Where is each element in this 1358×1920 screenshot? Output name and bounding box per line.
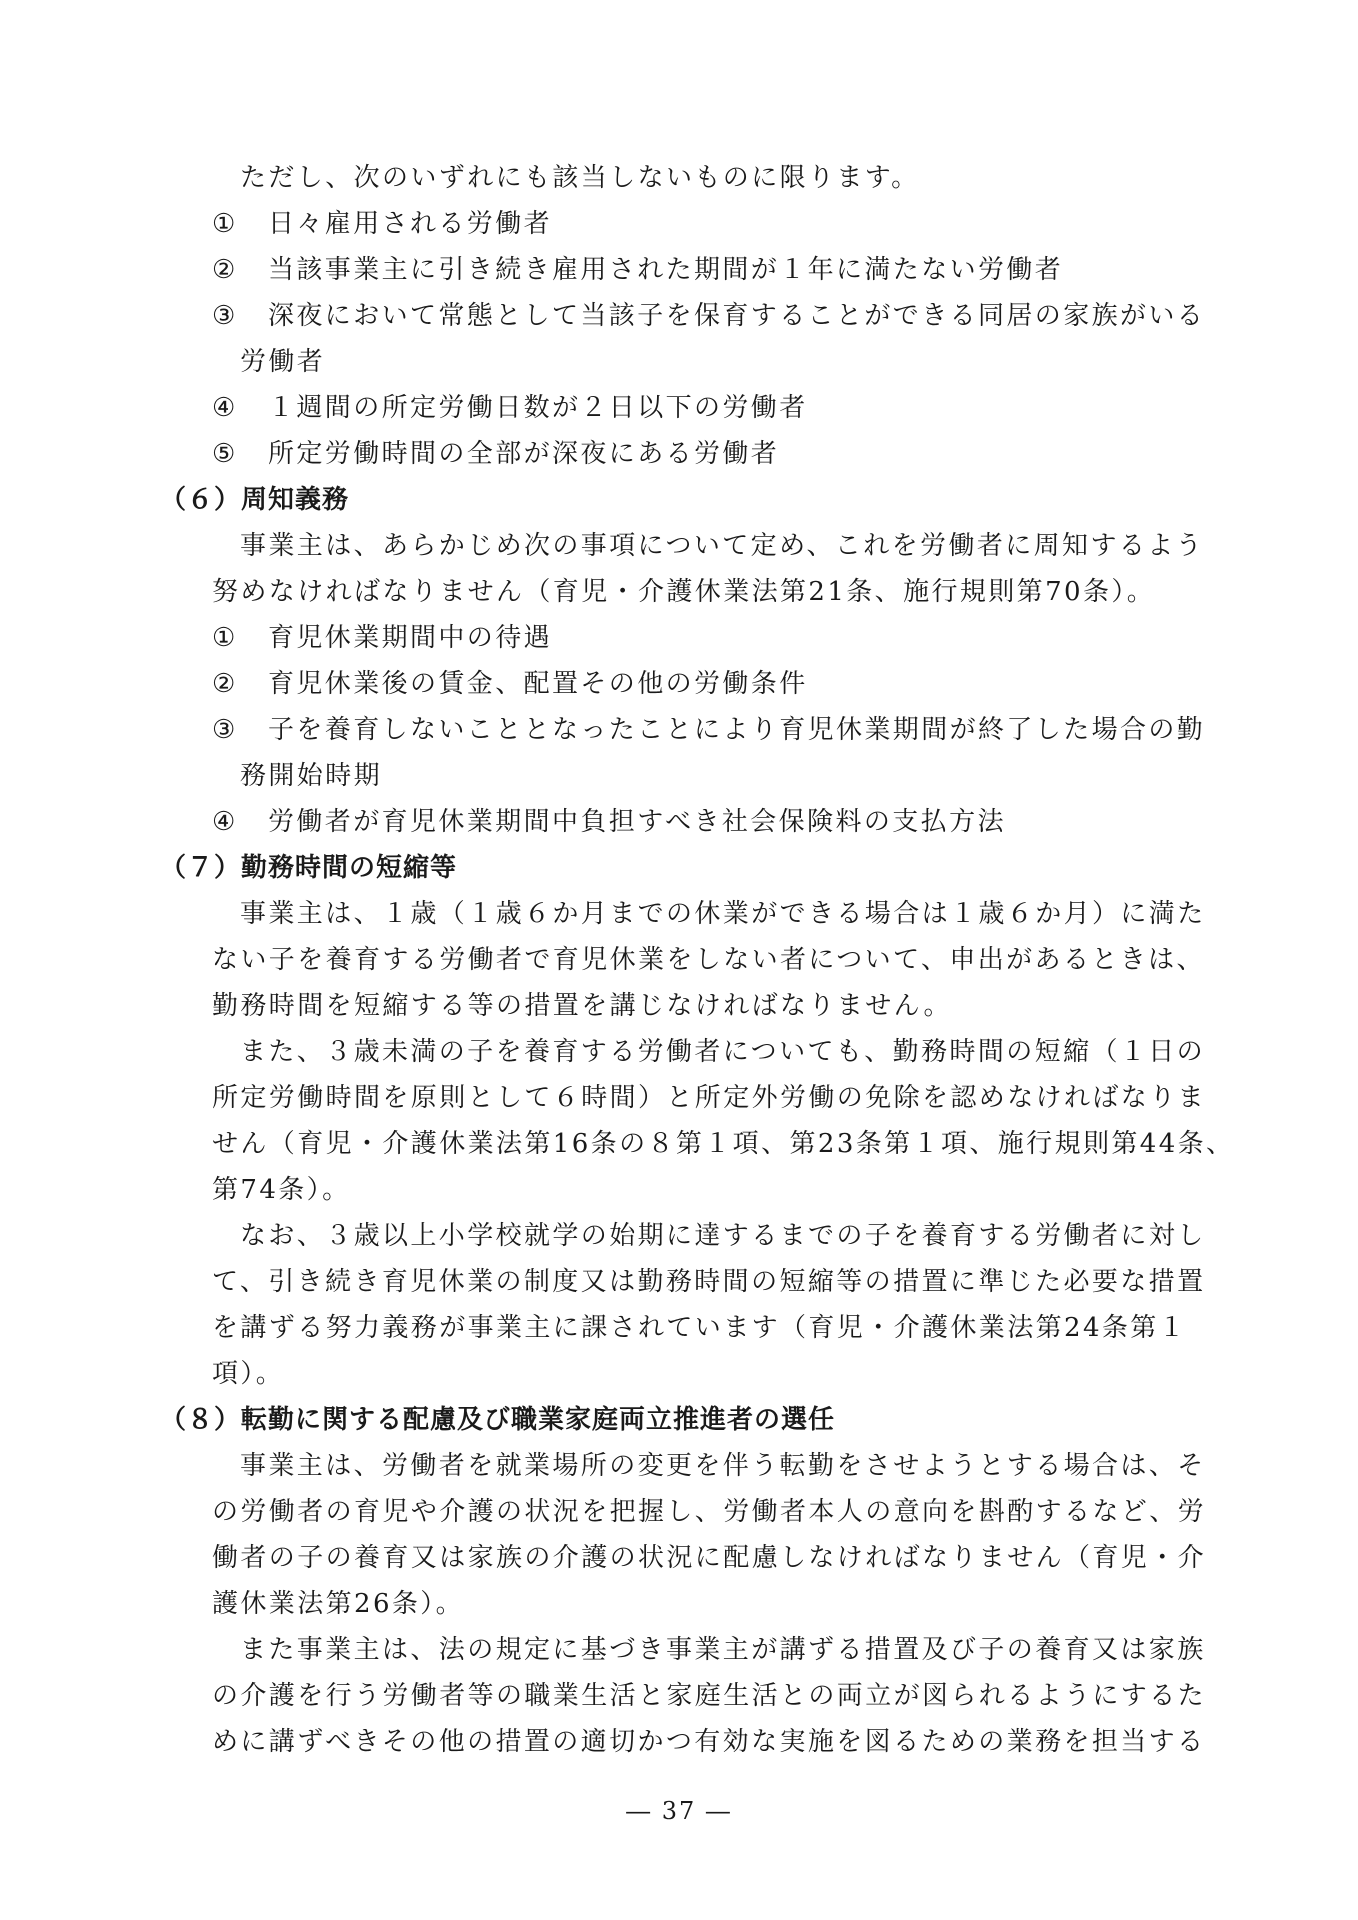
- item-text: 育児休業後の賃金、配置その他の労働条件: [268, 669, 808, 699]
- section-6-heading: （６）周知義務: [160, 485, 350, 515]
- section-7-paragraph-2-line: 第74条）。: [212, 1175, 351, 1205]
- item-marker: ①: [212, 623, 238, 653]
- exclusion-item-2: [212, 252, 1063, 288]
- section-7-paragraph-3-line: 項）。: [212, 1359, 285, 1389]
- section-6-item-1: [212, 620, 552, 656]
- item-marker: ④: [212, 807, 238, 837]
- item-text: 所定労働時間の全部が深夜にある労働者: [268, 439, 780, 469]
- item-marker: ②: [212, 255, 238, 285]
- section-8-paragraph-1-line: 護休業法第26条）。: [212, 1589, 465, 1619]
- item-text: 子を養育しないこととなったことにより育児休業期間が終了した場合の勤: [268, 715, 1206, 745]
- item-text: １週間の所定労働日数が２日以下の労働者: [268, 393, 808, 423]
- page-number: ― 37 ―: [626, 1797, 732, 1825]
- exclusion-item-3-continuation: 労働者: [240, 347, 326, 377]
- item-text: 日々雇用される労働者: [268, 209, 553, 239]
- item-marker: ③: [212, 301, 238, 331]
- section-8-heading: （８）転勤に関する配慮及び職業家庭両立推進者の選任: [160, 1405, 836, 1435]
- section-6-paragraph-line: 事業主は、あらかじめ次の事項について定め、これを労働者に周知するよう: [240, 531, 1205, 561]
- item-marker: ②: [212, 669, 238, 699]
- item-marker: ⑤: [212, 439, 238, 469]
- intro-text: ただし、次のいずれにも該当しないものに限ります。: [240, 163, 920, 193]
- section-7-paragraph-1-line: 事業主は、１歳（１歳６か月までの休業ができる場合は１歳６か月）に満た: [240, 899, 1206, 929]
- section-7-paragraph-2-line: 所定労働時間を原則として６時間）と所定外労働の免除を認めなければなりま: [212, 1083, 1207, 1113]
- section-7-paragraph-2-line: また、３歳未満の子を養育する労働者についても、勤務時間の短縮（１日の: [240, 1037, 1206, 1067]
- exclusion-item-5: [212, 436, 779, 472]
- section-6-item-4: [212, 804, 1006, 840]
- section-6-paragraph-line: 努めなければなりません（育児・介護休業法第21条、施行規則第70条）。: [212, 577, 1156, 607]
- section-7-paragraph-2-line: せん（育児・介護休業法第16条の８第１項、第23条第１項、施行規則第44条、: [212, 1129, 1235, 1159]
- section-7-paragraph-1-line: ない子を養育する労働者で育児休業をしない者について、申出があるときは、: [212, 945, 1205, 975]
- exclusion-item-1: [212, 206, 552, 242]
- item-marker: ④: [212, 393, 238, 423]
- section-7-paragraph-3-line: を講ずる努力義務が事業主に課されています（育児・介護休業法第24条第１: [212, 1313, 1188, 1343]
- section-8-paragraph-2-line: めに講ずべきその他の措置の適切かつ有効な実施を図るための業務を担当する: [212, 1727, 1206, 1757]
- item-text: 当該事業主に引き続き雇用された期間が１年に満たない労働者: [268, 255, 1064, 285]
- section-6-item-3-continuation: 務開始時期: [240, 761, 383, 791]
- section-8-paragraph-1-line: 事業主は、労働者を就業場所の変更を伴う転勤をさせようとする場合は、そ: [240, 1451, 1206, 1481]
- item-marker: ①: [212, 209, 238, 239]
- section-7-heading: （７）勤務時間の短縮等: [160, 853, 458, 883]
- item-marker: ③: [212, 715, 238, 745]
- section-8-paragraph-2-line: の介護を行う労働者等の職業生活と家庭生活との両立が図られるようにするた: [212, 1681, 1207, 1711]
- section-8-paragraph-1-line: の労働者の育児や介護の状況を把握し、労働者本人の意向を斟酌するなど、労: [212, 1497, 1207, 1527]
- section-7-paragraph-3-line: なお、３歳以上小学校就学の始期に達するまでの子を養育する労働者に対し: [240, 1221, 1206, 1251]
- section-8-paragraph-2-line: また事業主は、法の規定に基づき事業主が講ずる措置及び子の養育又は家族: [240, 1635, 1206, 1665]
- section-7-paragraph-1-line: 勤務時間を短縮する等の措置を講じなければなりません。: [212, 991, 952, 1021]
- exclusion-item-4: [212, 390, 808, 426]
- item-text: 深夜において常態として当該子を保育することができる同居の家族がいる: [268, 301, 1206, 331]
- section-7-paragraph-3-line: て、引き続き育児休業の制度又は勤務時間の短縮等の措置に準じた必要な措置: [212, 1267, 1206, 1297]
- item-text: 育児休業期間中の待遇: [268, 623, 553, 653]
- section-8-paragraph-1-line: 働者の子の養育又は家族の介護の状況に配慮しなければなりません（育児・介: [212, 1543, 1207, 1573]
- section-6-item-3: [212, 712, 1205, 748]
- section-6-item-2: [212, 666, 808, 702]
- exclusion-item-3: [212, 298, 1205, 334]
- item-text: 労働者が育児休業期間中負担すべき社会保険料の支払方法: [268, 807, 1006, 837]
